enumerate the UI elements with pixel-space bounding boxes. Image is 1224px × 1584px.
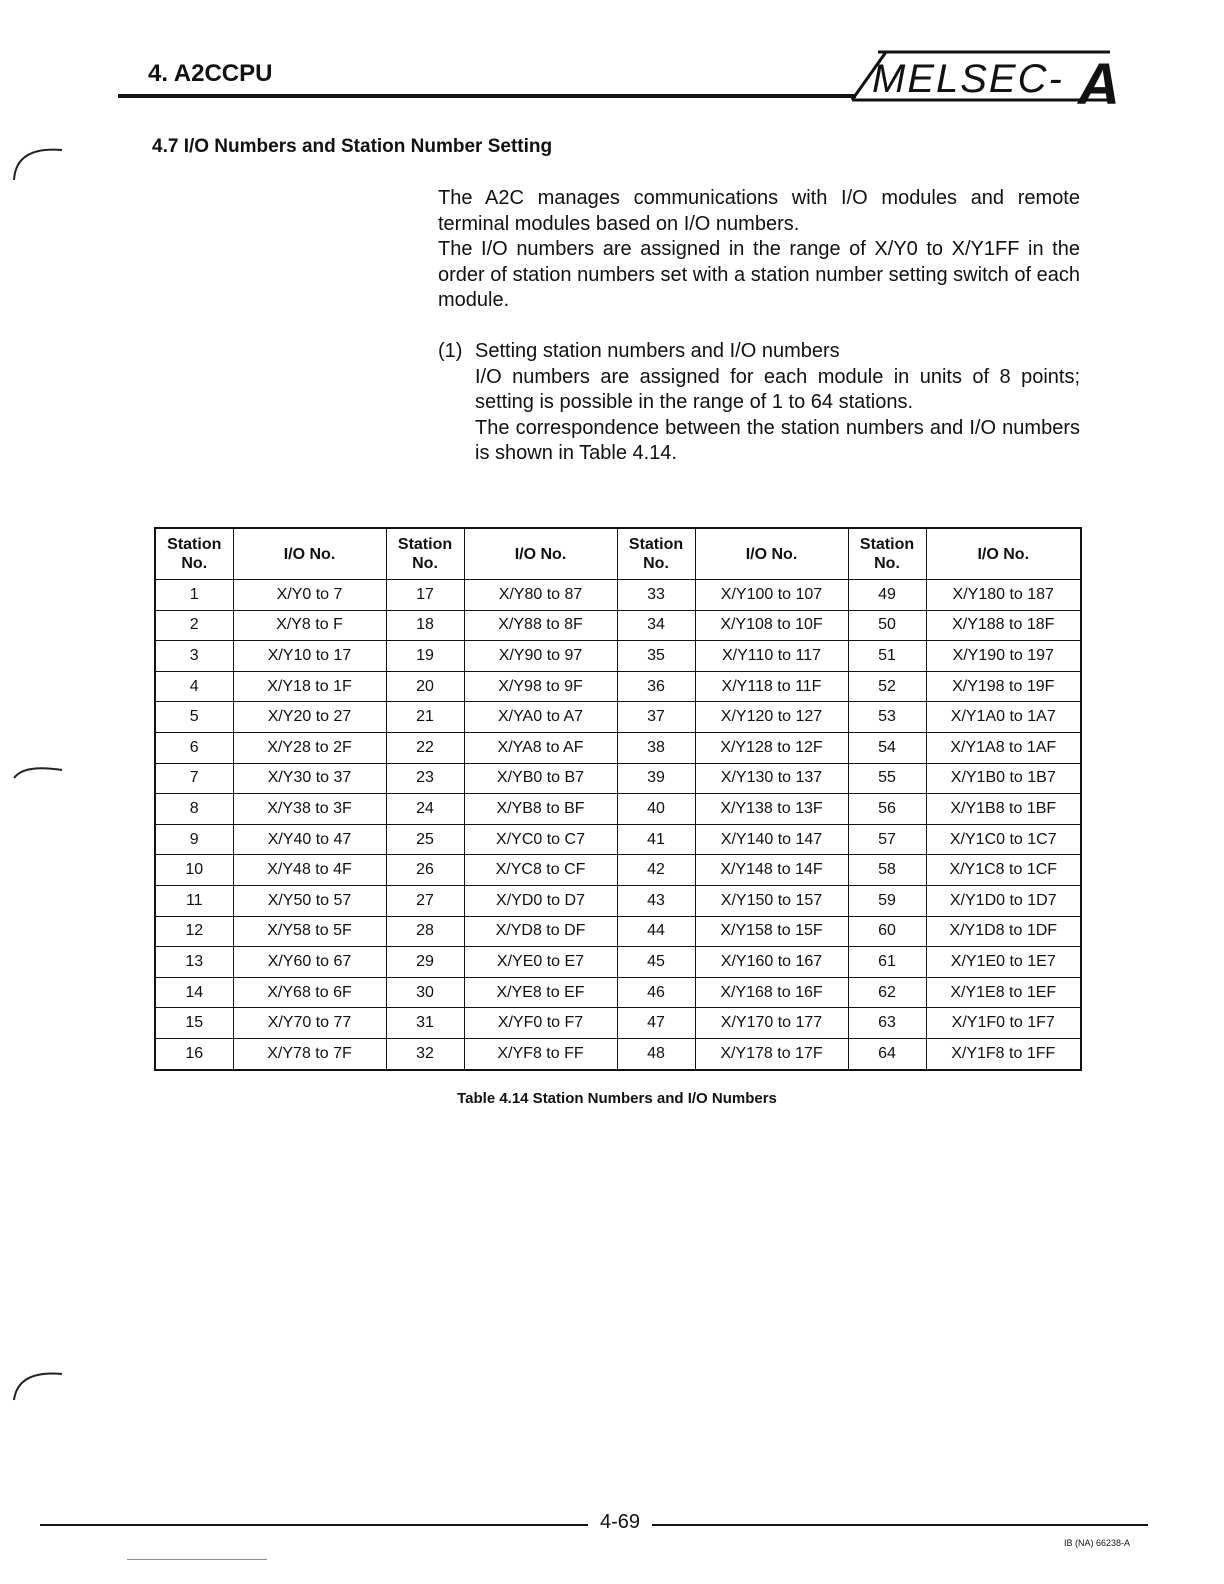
- station-number-cell: 22: [386, 732, 464, 763]
- list-item-number: (1): [438, 340, 463, 362]
- io-number-cell: X/Y118 to 11F: [695, 671, 848, 702]
- station-number-cell: 53: [848, 702, 926, 733]
- io-number-cell: X/YD0 to D7: [464, 885, 617, 916]
- io-number-cell: X/Y18 to 1F: [233, 671, 386, 702]
- io-number-cell: X/Y1D0 to 1D7: [926, 885, 1081, 916]
- io-number-cell: X/Y180 to 187: [926, 580, 1081, 611]
- header-station-no: Station No.: [848, 528, 926, 580]
- io-number-cell: X/YB8 to BF: [464, 794, 617, 825]
- footer-rule-right: [652, 1524, 1148, 1526]
- io-number-cell: X/Y50 to 57: [233, 885, 386, 916]
- header-rule: [118, 94, 856, 98]
- io-number-cell: X/Y150 to 157: [695, 885, 848, 916]
- station-number-cell: 25: [386, 824, 464, 855]
- station-number-cell: 10: [155, 855, 233, 886]
- io-number-cell: X/Y1F8 to 1FF: [926, 1038, 1081, 1069]
- table-row: [155, 732, 1081, 763]
- station-number-cell: 40: [617, 794, 695, 825]
- io-number-cell: X/Y1F0 to 1F7: [926, 1008, 1081, 1039]
- table-row: [155, 916, 1081, 947]
- io-number-cell: X/Y100 to 107: [695, 580, 848, 611]
- station-number-cell: 58: [848, 855, 926, 886]
- melsec-logo: [848, 48, 1130, 110]
- station-number-cell: 51: [848, 641, 926, 672]
- logo-text: MELSEC-: [872, 57, 1064, 101]
- io-number-cell: X/Y1A8 to 1AF: [926, 732, 1081, 763]
- table-row: [155, 610, 1081, 641]
- list-item-body-2: The correspondence between the station numbers and I/O numbers is shown in Table 4.14.: [475, 416, 1080, 464]
- logo-a-mark: A: [1078, 52, 1120, 110]
- io-number-cell: X/YB0 to B7: [464, 763, 617, 794]
- io-number-cell: X/Y0 to 7: [233, 580, 386, 611]
- station-number-cell: 27: [386, 885, 464, 916]
- io-number-cell: X/Y1B0 to 1B7: [926, 763, 1081, 794]
- station-number-cell: 64: [848, 1038, 926, 1069]
- station-number-cell: 26: [386, 855, 464, 886]
- table-row: [155, 763, 1081, 794]
- io-number-cell: X/YD8 to DF: [464, 916, 617, 947]
- io-number-cell: X/Y88 to 8F: [464, 610, 617, 641]
- io-number-cell: X/Y1E0 to 1E7: [926, 947, 1081, 978]
- station-number-cell: 12: [155, 916, 233, 947]
- io-number-cell: X/Y1D8 to 1DF: [926, 916, 1081, 947]
- station-number-cell: 28: [386, 916, 464, 947]
- io-number-cell: X/Y70 to 77: [233, 1008, 386, 1039]
- section-title: 4.7 I/O Numbers and Station Number Setting: [152, 136, 553, 157]
- station-number-cell: 8: [155, 794, 233, 825]
- table-row: [155, 977, 1081, 1008]
- station-number-cell: 11: [155, 885, 233, 916]
- list-item-body: [475, 365, 1080, 467]
- header-io-no: I/O No.: [464, 528, 617, 580]
- station-number-cell: 57: [848, 824, 926, 855]
- header-io-no: I/O No.: [233, 528, 386, 580]
- table-row: [155, 1038, 1081, 1069]
- scan-artifact-line: [127, 1559, 267, 1560]
- station-io-table: [154, 527, 1082, 1071]
- station-number-cell: 59: [848, 885, 926, 916]
- station-number-cell: 62: [848, 977, 926, 1008]
- table-row: [155, 855, 1081, 886]
- station-number-cell: 4: [155, 671, 233, 702]
- station-number-cell: 39: [617, 763, 695, 794]
- io-number-cell: X/Y1C0 to 1C7: [926, 824, 1081, 855]
- station-number-cell: 34: [617, 610, 695, 641]
- station-number-cell: 6: [155, 732, 233, 763]
- io-number-cell: X/Y78 to 7F: [233, 1038, 386, 1069]
- station-number-cell: 36: [617, 671, 695, 702]
- chapter-heading: 4. A2CCPU: [148, 60, 273, 87]
- io-number-cell: X/Y198 to 19F: [926, 671, 1081, 702]
- intro-paragraph-1: The A2C manages communications with I/O modules and remote terminal modules based on I/O numbers.: [438, 187, 1080, 235]
- station-number-cell: 16: [155, 1038, 233, 1069]
- table-header-row: [155, 528, 1081, 580]
- io-number-cell: X/Y140 to 147: [695, 824, 848, 855]
- intro-text: [438, 186, 1080, 314]
- table-row: [155, 824, 1081, 855]
- station-number-cell: 56: [848, 794, 926, 825]
- io-number-cell: X/Y58 to 5F: [233, 916, 386, 947]
- io-number-cell: X/Y8 to F: [233, 610, 386, 641]
- footer-rule-left: [40, 1524, 588, 1526]
- io-number-cell: X/YE0 to E7: [464, 947, 617, 978]
- header-io-no: I/O No.: [695, 528, 848, 580]
- table-row: [155, 641, 1081, 672]
- io-number-cell: X/Y108 to 10F: [695, 610, 848, 641]
- io-number-cell: X/Y1A0 to 1A7: [926, 702, 1081, 733]
- station-number-cell: 32: [386, 1038, 464, 1069]
- io-number-cell: X/Y178 to 17F: [695, 1038, 848, 1069]
- io-number-cell: X/Y188 to 18F: [926, 610, 1081, 641]
- station-number-cell: 33: [617, 580, 695, 611]
- station-number-cell: 24: [386, 794, 464, 825]
- table-caption: Table 4.14 Station Numbers and I/O Numbers: [457, 1090, 777, 1107]
- table-row: [155, 947, 1081, 978]
- station-number-cell: 17: [386, 580, 464, 611]
- io-number-cell: X/Y120 to 127: [695, 702, 848, 733]
- io-number-cell: X/Y98 to 9F: [464, 671, 617, 702]
- table-row: [155, 702, 1081, 733]
- document-code: IB (NA) 66238-A: [1064, 1538, 1131, 1548]
- io-number-cell: X/YC8 to CF: [464, 855, 617, 886]
- io-number-cell: X/Y138 to 13F: [695, 794, 848, 825]
- io-number-cell: X/YF0 to F7: [464, 1008, 617, 1039]
- io-number-cell: X/Y1B8 to 1BF: [926, 794, 1081, 825]
- io-number-cell: X/Y148 to 14F: [695, 855, 848, 886]
- station-number-cell: 31: [386, 1008, 464, 1039]
- station-number-cell: 19: [386, 641, 464, 672]
- station-number-cell: 38: [617, 732, 695, 763]
- station-number-cell: 50: [848, 610, 926, 641]
- io-number-cell: X/YC0 to C7: [464, 824, 617, 855]
- station-number-cell: 29: [386, 947, 464, 978]
- header-station-no: Station No.: [155, 528, 233, 580]
- io-number-cell: X/Y160 to 167: [695, 947, 848, 978]
- io-number-cell: X/Y38 to 3F: [233, 794, 386, 825]
- list-item-body-1: I/O numbers are assigned for each module in units of 8 points; setting is possible in the range of 1 to 64 stations.: [475, 365, 1080, 413]
- io-number-cell: X/Y68 to 6F: [233, 977, 386, 1008]
- io-number-cell: X/Y28 to 2F: [233, 732, 386, 763]
- binder-hole-mark: [4, 760, 64, 820]
- station-number-cell: 41: [617, 824, 695, 855]
- station-number-cell: 30: [386, 977, 464, 1008]
- station-number-cell: 35: [617, 641, 695, 672]
- list-item-1: [438, 339, 1080, 464]
- station-number-cell: 2: [155, 610, 233, 641]
- station-number-cell: 63: [848, 1008, 926, 1039]
- station-number-cell: 43: [617, 885, 695, 916]
- station-number-cell: 14: [155, 977, 233, 1008]
- station-number-cell: 15: [155, 1008, 233, 1039]
- station-number-cell: 21: [386, 702, 464, 733]
- io-number-cell: X/Y80 to 87: [464, 580, 617, 611]
- binder-hole-mark: [4, 1364, 64, 1424]
- station-number-cell: 52: [848, 671, 926, 702]
- io-number-cell: X/YF8 to FF: [464, 1038, 617, 1069]
- station-number-cell: 23: [386, 763, 464, 794]
- io-number-cell: X/Y20 to 27: [233, 702, 386, 733]
- table-row: [155, 794, 1081, 825]
- station-number-cell: 37: [617, 702, 695, 733]
- station-number-cell: 44: [617, 916, 695, 947]
- io-number-cell: X/YA8 to AF: [464, 732, 617, 763]
- table-row: [155, 1008, 1081, 1039]
- table-row: [155, 885, 1081, 916]
- io-number-cell: X/Y90 to 97: [464, 641, 617, 672]
- station-number-cell: 60: [848, 916, 926, 947]
- table-body: [155, 580, 1081, 1070]
- io-number-cell: X/YE8 to EF: [464, 977, 617, 1008]
- io-number-cell: X/Y1E8 to 1EF: [926, 977, 1081, 1008]
- station-number-cell: 7: [155, 763, 233, 794]
- station-number-cell: 45: [617, 947, 695, 978]
- io-number-cell: X/Y168 to 16F: [695, 977, 848, 1008]
- binder-hole-mark: [4, 140, 64, 200]
- io-number-cell: X/Y30 to 37: [233, 763, 386, 794]
- list-item-heading: Setting station numbers and I/O numbers: [475, 340, 840, 362]
- station-number-cell: 48: [617, 1038, 695, 1069]
- io-number-cell: X/Y110 to 117: [695, 641, 848, 672]
- io-number-cell: X/Y10 to 17: [233, 641, 386, 672]
- station-number-cell: 13: [155, 947, 233, 978]
- io-number-cell: X/Y158 to 15F: [695, 916, 848, 947]
- station-number-cell: 55: [848, 763, 926, 794]
- header-io-no: I/O No.: [926, 528, 1081, 580]
- io-number-cell: X/Y48 to 4F: [233, 855, 386, 886]
- station-number-cell: 3: [155, 641, 233, 672]
- station-number-cell: 61: [848, 947, 926, 978]
- intro-paragraph-2: The I/O numbers are assigned in the range of X/Y0 to X/Y1FF in the order of station numbers set with a station number setting switch of each module.: [438, 238, 1080, 311]
- station-number-cell: 9: [155, 824, 233, 855]
- io-number-cell: X/Y1C8 to 1CF: [926, 855, 1081, 886]
- station-number-cell: 5: [155, 702, 233, 733]
- station-number-cell: 46: [617, 977, 695, 1008]
- station-number-cell: 1: [155, 580, 233, 611]
- page-number: 4-69: [599, 1511, 641, 1533]
- station-number-cell: 49: [848, 580, 926, 611]
- io-number-cell: X/Y128 to 12F: [695, 732, 848, 763]
- header-station-no: Station No.: [386, 528, 464, 580]
- table-row: [155, 671, 1081, 702]
- station-number-cell: 42: [617, 855, 695, 886]
- header-station-no: Station No.: [617, 528, 695, 580]
- station-number-cell: 47: [617, 1008, 695, 1039]
- io-number-cell: X/Y60 to 67: [233, 947, 386, 978]
- io-number-cell: X/YA0 to A7: [464, 702, 617, 733]
- io-number-cell: X/Y40 to 47: [233, 824, 386, 855]
- io-number-cell: X/Y130 to 137: [695, 763, 848, 794]
- station-number-cell: 20: [386, 671, 464, 702]
- station-number-cell: 54: [848, 732, 926, 763]
- station-number-cell: 18: [386, 610, 464, 641]
- io-number-cell: X/Y170 to 177: [695, 1008, 848, 1039]
- table-row: [155, 580, 1081, 611]
- io-number-cell: X/Y190 to 197: [926, 641, 1081, 672]
